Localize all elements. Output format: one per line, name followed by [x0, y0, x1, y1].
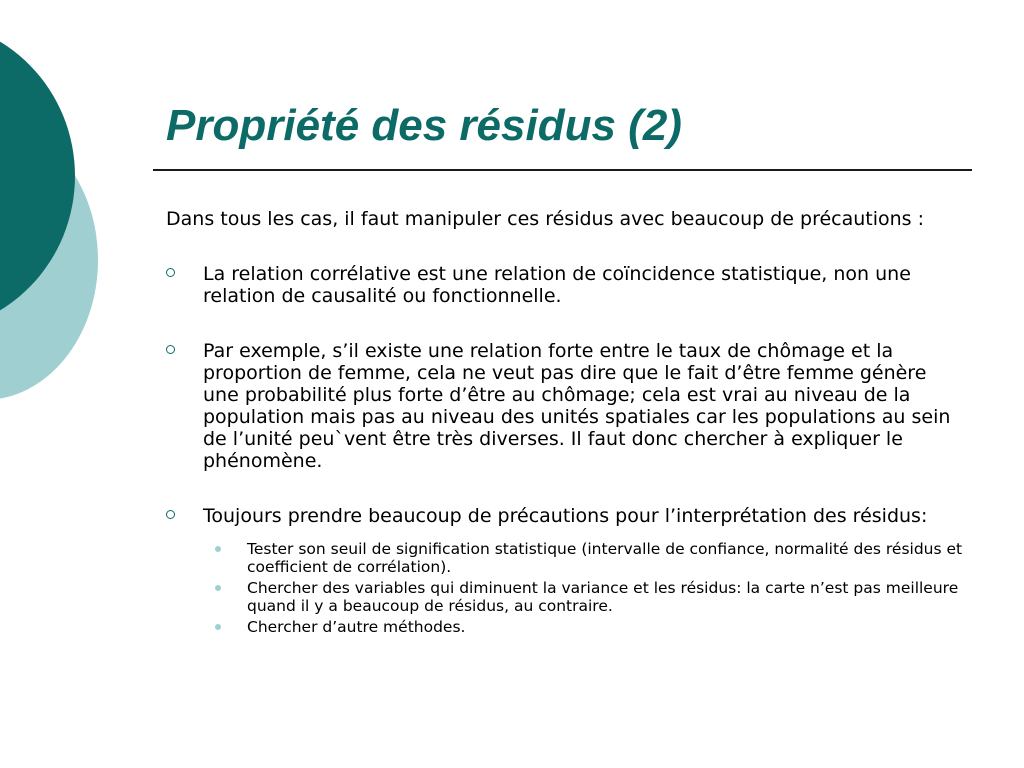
title-divider: [153, 169, 972, 171]
bullet-item: [166, 340, 966, 472]
sub-bullet-list: [166, 540, 966, 636]
slide-body: [166, 208, 966, 639]
filled-dot-bullet-icon: [215, 585, 221, 591]
sub-bullet-text: Tester son seuil de signification statistique (intervalle de confiance, normalité des résidus et coefficient de corrélation).: [247, 540, 963, 576]
bullet-text: Par exemple, s’il existe une relation forte entre le taux de chômage et la proportion de femme, cela ne veut pas dire que le fait d’être femme génère une probabilité plus forte d’être au chômage; cela est vrai au niveau de la population mais pas au niveau des unités spatiales car les populations au sein de l’unité peu`vent être très diverses. Il faut donc chercher à expliquer le phénomène.: [203, 340, 951, 472]
sub-bullet-text: Chercher des variables qui diminuent la variance et les résidus: la carte n’est pas meilleure quand il y a beaucoup de résidus, au contraire.: [247, 579, 959, 615]
sub-bullet-text: Chercher d’autre méthodes.: [247, 618, 466, 636]
sub-bullet-item: [166, 579, 966, 615]
filled-dot-bullet-icon: [215, 546, 221, 552]
bullet-item: [166, 263, 966, 307]
intro-paragraph: Dans tous les cas, il faut manipuler ces résidus avec beaucoup de précautions :: [166, 208, 925, 230]
sub-bullet-item: [166, 540, 966, 576]
hollow-circle-bullet-icon: [166, 345, 175, 354]
bullet-item: [166, 505, 966, 527]
slide-title: Propriété des résidus (2): [166, 101, 682, 150]
hollow-circle-bullet-icon: [166, 268, 175, 277]
hollow-circle-bullet-icon: [166, 510, 175, 519]
bullet-text: Toujours prendre beaucoup de précautions pour l’interprétation des résidus:: [203, 505, 928, 527]
sub-bullet-item: [166, 618, 966, 636]
filled-dot-bullet-icon: [215, 624, 221, 630]
bullet-text: La relation corrélative est une relation de coïncidence statistique, non une relation de causalité ou fonctionnelle.: [203, 263, 911, 307]
